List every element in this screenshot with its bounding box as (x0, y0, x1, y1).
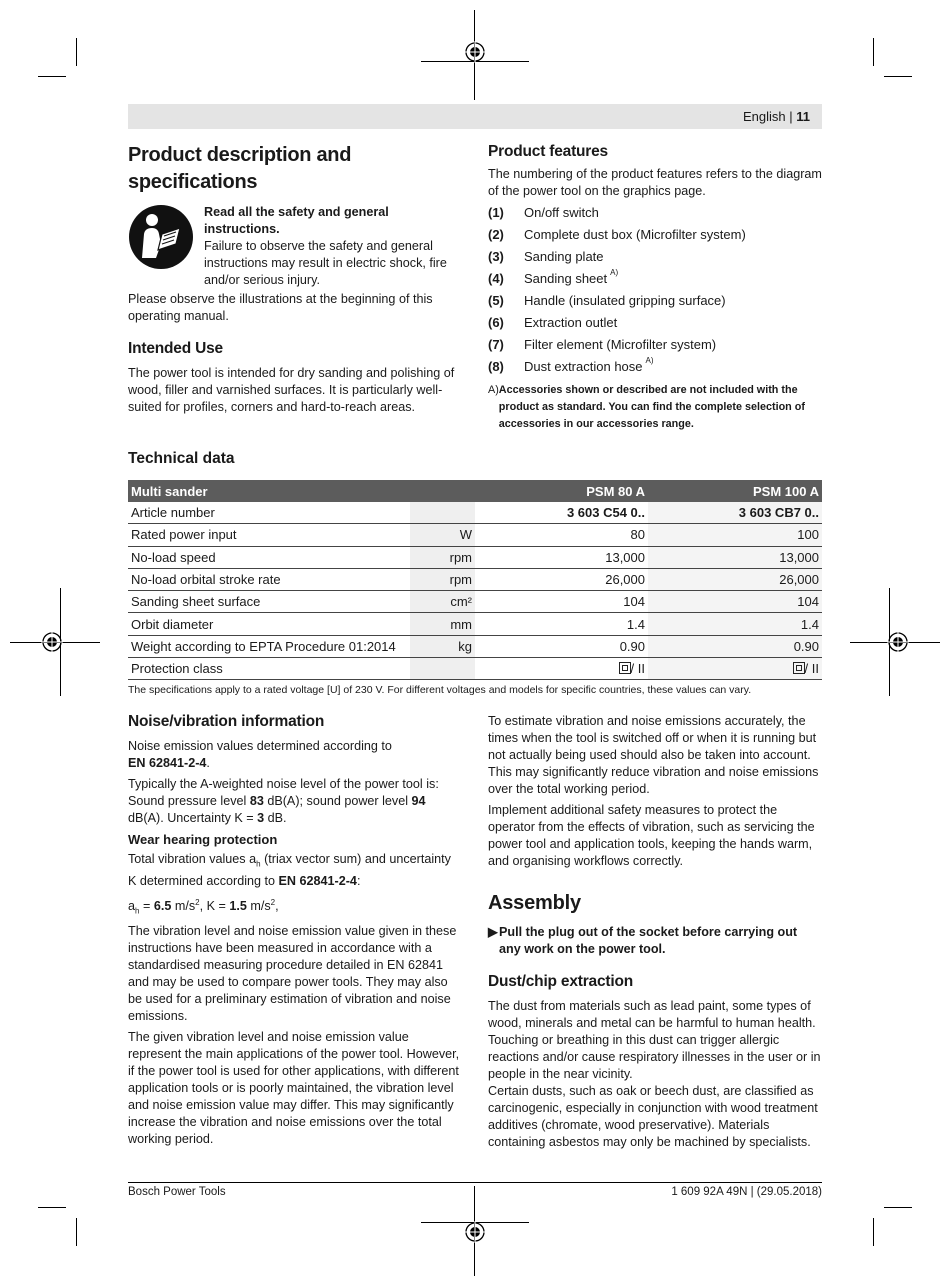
feature-item: (5) Handle (insulated gripping surface) (488, 293, 726, 308)
feature-item: (3) Sanding plate (488, 249, 604, 264)
safety-bold-text: Read all the safety and general instructions. (204, 205, 389, 236)
crop-mark (76, 38, 77, 66)
table-row: No-load orbital stroke rate rpm 26,000 26,000 (128, 568, 822, 590)
intended-use-heading: Intended Use (128, 340, 223, 357)
features-intro: The numbering of the product features refers to the diagram of the power tool on the graphics page. (488, 167, 822, 198)
noise-p3: Total vibration values $a_h$ (triax vector sum) and uncertainty K determined according to EN 62841-2-4: (128, 852, 451, 888)
read-manual-icon (128, 204, 194, 270)
features-list (488, 202, 822, 378)
safety-notice (128, 204, 462, 289)
feature-item: (4) Sanding sheet A) (488, 268, 619, 286)
features-heading: Product features (488, 143, 608, 160)
registration-mark-icon (887, 631, 909, 653)
table-row: Weight according to EPTA Procedure 01:2014 kg 0.90 0.90 (128, 635, 822, 657)
assembly-warning: ▶ Pull the plug out of the socket before carrying out any work on the power tool. (488, 925, 798, 956)
vibration-formula: $a_h = 6.5$ $m/s^2$, K = 1.5 $m/s^2$, (128, 897, 279, 916)
crop-mark (38, 76, 66, 77)
spec-note: The specifications apply to a rated voltage [U] of 230 V. For different voltages and models for specific countries, these values can vary. (128, 684, 752, 696)
feature-item: (6) Extraction outlet (488, 315, 618, 330)
arrow-bullet-icon: ▶ (488, 925, 498, 939)
dust-p2: Certain dusts, such as oak or beech dust, are classified as carcinogenic, especially in conjunction with wood treatment additives (chromate, wood preservative). Materials containing asbestos may only be machined by specialists. (488, 1084, 818, 1149)
noise-p2: Typically the A-weighted noise level of the power tool is: Sound pressure level 83 dB(A); sound power level 94 dB(A). Uncertainty K = 3 dB. (128, 777, 439, 825)
crop-mark (884, 76, 912, 77)
technical-table (128, 480, 822, 680)
feature-item: (1) On/off switch (488, 205, 599, 220)
footer-code: 1 609 92A 49N | (29.05.2018) (671, 1186, 822, 1198)
feature-item: (8) Dust extraction hose A) (488, 356, 654, 374)
estimate-text: To estimate vibration and noise emissions accurately, the times when the tool is switched off or when it is running but not actually being used should also be taken into account. This may significantly reduce vibration and noise emissions over the total working period. (488, 714, 819, 796)
page-header (128, 104, 822, 129)
registration-mark-icon (464, 41, 486, 63)
table-header-row: Multi sander PSM 80 A PSM 100 A (128, 480, 822, 502)
table-row: Rated power input W 80 100 (128, 524, 822, 546)
noise-p4: The vibration level and noise emission value given in these instructions have been measured in accordance with a standardised measuring procedure detailed in EN 62841 and may be used to compare power tools. They may also be used for a preliminary estimation of vibration and noise emissions. (128, 924, 457, 1024)
features-footnote: A) Accessories shown or described are not included with the product as standard. You can find the complete selection of accessories in our accessories range. (488, 384, 805, 430)
table-row: Article number 3 603 C54 0.. 3 603 CB7 0.. (128, 502, 822, 524)
noise-column (128, 712, 462, 1152)
noise-p1: Noise emission values determined according to EN 62841-2-4. (128, 739, 392, 770)
crop-mark (38, 1207, 66, 1208)
table-row: Orbit diameter mm 1.4 1.4 (128, 613, 822, 635)
intended-use-text: The power tool is intended for dry sanding and polishing of wood, filler and varnished surfaces. It is particularly well-suited for profiles, corners and hard-to-reach areas. (128, 366, 455, 414)
safety-measures-text: Implement additional safety measures to protect the operator from the effects of vibration, such as servicing the power tool and application tools, keeping the hands warm, and organising workflows correctly. (488, 803, 815, 868)
right-column-bottom (488, 713, 822, 1155)
dust-heading: Dust/chip extraction (488, 973, 633, 990)
crop-mark (873, 38, 874, 66)
table-row: Sanding sheet surface cm² 104 104 (128, 591, 822, 613)
noise-heading: Noise/vibration information (128, 713, 325, 730)
left-column-top (128, 142, 462, 420)
section-title: Product description and specifications (128, 144, 352, 193)
registration-mark-icon (464, 1221, 486, 1243)
dust-p1: The dust from materials such as lead paint, some types of wood, minerals and metal can be harmful to human health. Touching or breathing in this dust can trigger allergic reactions and/or cause respiratory illnesses in the user or in people in the near vicinity. (488, 999, 821, 1081)
assembly-heading: Assembly (488, 892, 581, 914)
wear-hearing-heading: Wear hearing protection (128, 832, 278, 847)
page-number: English | 11 (743, 109, 810, 124)
crop-mark (76, 1218, 77, 1246)
observe-text: Please observe the illustrations at the beginning of this operating manual. (128, 292, 433, 323)
footer-brand: Bosch Power Tools (128, 1186, 226, 1198)
protection-class-icon (619, 662, 631, 674)
right-column-top (488, 142, 822, 433)
crop-mark (884, 1207, 912, 1208)
feature-item: (7) Filter element (Microfilter system) (488, 337, 717, 352)
table-row: No-load speed rpm 13,000 13,000 (128, 546, 822, 568)
table-row: Protection class / II / II (128, 658, 822, 680)
protection-class-icon (793, 662, 805, 674)
crop-mark (873, 1218, 874, 1246)
page-footer (128, 1182, 822, 1198)
safety-text: Failure to observe the safety and general instructions may result in electric shock, fire and/or serious injury. (204, 239, 447, 287)
technical-heading: Technical data (128, 450, 235, 467)
noise-p5: The given vibration level and noise emission value represent the main applications of the power tool. However, if the power tool is used for other applications, with different application tools or is poorly maintained, the vibration level and noise emission value may differ. This may significantly increase the vibration and noise emissions over the total working period. (128, 1030, 460, 1147)
feature-item: (2) Complete dust box (Microfilter system) (488, 227, 746, 242)
registration-mark-icon (41, 631, 63, 653)
